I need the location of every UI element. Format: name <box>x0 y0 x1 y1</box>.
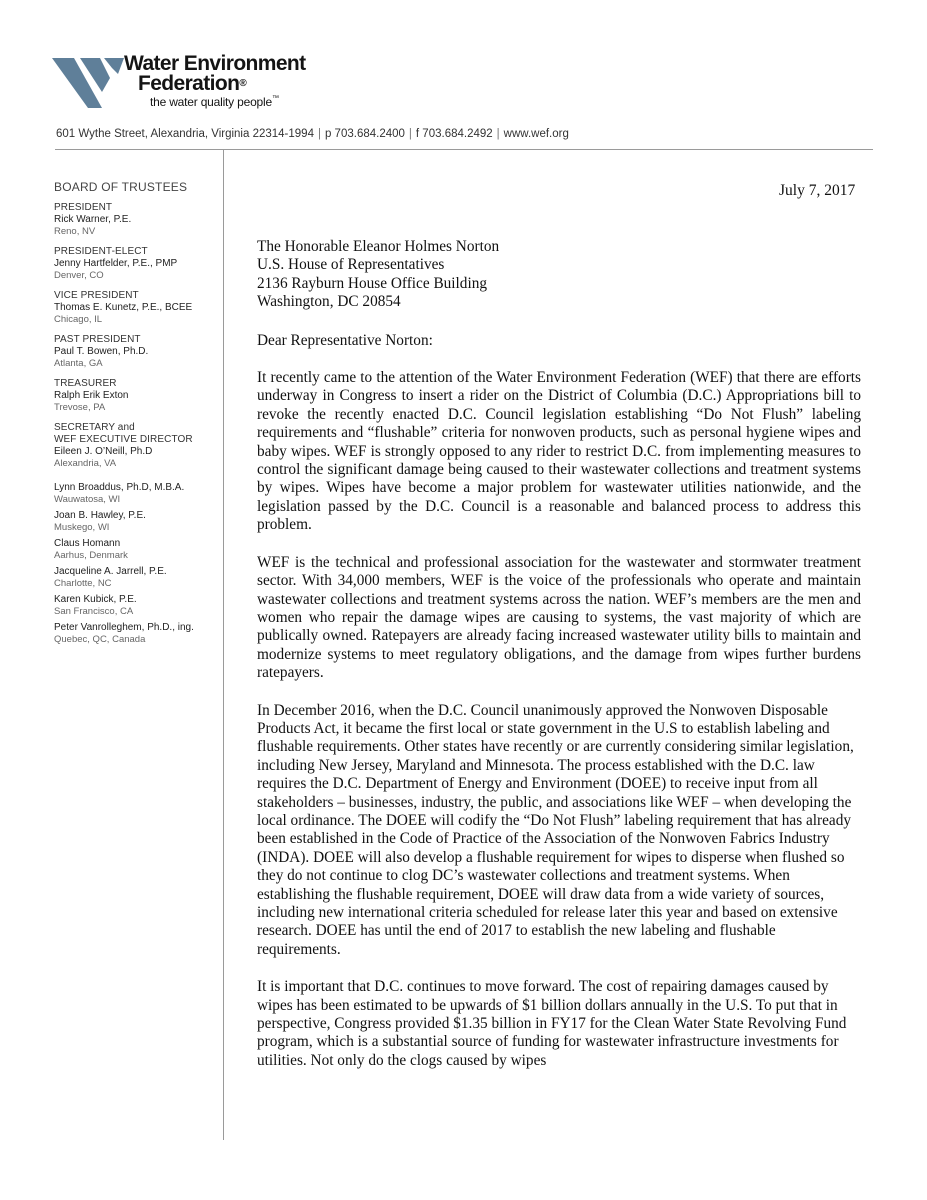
wef-logo <box>52 50 342 116</box>
trustee-member <box>54 566 219 589</box>
letter-paragraph: In December 2016, when the D.C. Council unanimously approved the Nonwoven Disposable Products Act, it became the first local or state government in the U.S to establish labeling and flushable requirements. Other states have recently or are currently considering similar legislation, including New Jersey, Maryland and Minnesota. The process established with the D.C. law requires the D.C. Department of Energy and Environment (DOEE) to receive input from all stakeholders – businesses, industry, the public, and associations like WEF – when developing the local ordinance. The DOEE will codify the “Do Not Flush” labeling requirement that has already been established in the Code of Practice of the Association of the Nonwoven Fabrics Industry (INDA). DOEE will also develop a flushable requirement for wipes to disperse when flushed so they do not continue to clog DC’s wastewater collections and treatment systems. When establishing the flushable requirement, DOEE will draw data from a wide variety of sources, including new international criteria scheduled for release later this year and based on extensive research. DOEE has until the end of 2017 to establish the new labeling and flushable requirements. <box>257 701 854 958</box>
trustee-location: Atlanta, GA <box>54 358 103 369</box>
trustee-location: Aarhus, Denmark <box>54 550 128 561</box>
logo-wordmark-federation: Federation <box>138 72 240 95</box>
trustee-name: Eileen J. O’Neill, Ph.D <box>54 446 153 457</box>
letter-paragraph: WEF is the technical and professional association for the wastewater and stormwater treatment sector. With 34,000 members, WEF is the voice of the professionals who operate and maintain wastewater collections and treatment systems across the nation. WEF’s members are the men and women who repair the damage wipes are causing to systems, the vast majority of which are publically owned. Ratepayers are already facing increased wastewater utility bills to maintain and modernize systems to meet regulatory obligations, and the damage from wipes further burdens ratepayers. <box>257 553 861 682</box>
trustee-name: Rick Warner, P.E. <box>54 214 132 225</box>
trustee-member <box>54 622 219 645</box>
trustee-location: Denver, CO <box>54 270 104 281</box>
separator: | <box>408 128 412 140</box>
letterhead-contact-line <box>56 128 569 140</box>
trustee-name: Jenny Hartfelder, P.E., PMP <box>54 258 178 269</box>
logo-tagline <box>150 95 279 109</box>
trustee-role: VICE PRESIDENT <box>54 290 139 301</box>
trustee-location: Muskego, WI <box>54 522 110 533</box>
addressee-block <box>257 238 861 312</box>
trustee-location: Alexandria, VA <box>54 458 117 469</box>
trustee-location: San Francisco, CA <box>54 606 134 617</box>
letter-paragraph: It recently came to the attention of the Water Environment Federation (WEF) that there are efforts underway in Congress to insert a rider on the District of Columbia (D.C.) Appropriations bill to revoke the recently enacted D.C. Council legislation establishing “Do Not Flush” labeling requirements and “flushable” criteria for nonwoven products, such as personal hygiene wipes and baby wipes. WEF is strongly opposed to any rider to restrict D.C. from implementing measures to control the significant damage being caused to their wastewater collections and treatment systems by wipes. Wipes have become a major problem for wastewater utilities nationwide, and the legislation passed by the D.C. Council is a reasonable and balanced process to address this problem. <box>257 369 861 534</box>
street-address: 601 Wythe Street, Alexandria, Virginia 22314-1994 <box>56 128 314 140</box>
trustee-role-secondary: WEF EXECUTIVE DIRECTOR <box>54 434 193 445</box>
trustee-name: Claus Homann <box>54 538 121 549</box>
trustee-member <box>54 482 219 505</box>
registered-mark: ® <box>239 78 247 89</box>
trustee-location: Chicago, IL <box>54 314 103 325</box>
trustee-name: Peter Vanrolleghem, Ph.D., ing. <box>54 622 194 633</box>
trustee-president-elect <box>54 246 219 281</box>
trustee-location: Quebec, QC, Canada <box>54 634 146 645</box>
trustee-role: PRESIDENT <box>54 202 113 213</box>
board-of-trustees <box>54 180 219 650</box>
separator: | <box>317 128 321 140</box>
trustee-past-president <box>54 334 219 369</box>
trustee-name: Lynn Broaddus, Ph.D, M.B.A. <box>54 482 185 493</box>
trustee-role: SECRETARY and <box>54 422 135 433</box>
salutation: Dear Representative Norton: <box>257 331 433 349</box>
trustee-treasurer <box>54 378 219 413</box>
trustee-member <box>54 538 219 561</box>
separator: | <box>496 128 500 140</box>
trustee-name: Karen Kubick, P.E. <box>54 594 137 605</box>
trustee-vice-president <box>54 290 219 325</box>
trustee-location: Trevose, PA <box>54 402 106 413</box>
letter-body <box>257 238 861 1089</box>
trustee-president <box>54 202 219 237</box>
sidebar-divider <box>223 150 224 1140</box>
phone-number: p 703.684.2400 <box>324 128 405 140</box>
board-title: BOARD OF TRUSTEES <box>54 180 188 194</box>
addressee-line: U.S. House of Representatives <box>257 256 445 274</box>
tagline-text: the water quality people <box>150 95 272 109</box>
addressee-line: The Honorable Eleanor Holmes Norton <box>257 238 500 255</box>
logo-wordmark-line2 <box>138 73 246 95</box>
trustee-location: Charlotte, NC <box>54 578 112 589</box>
trustee-member <box>54 594 219 617</box>
trustee-name: Ralph Erik Exton <box>54 390 129 401</box>
trustee-name: Thomas E. Kunetz, P.E., BCEE <box>54 302 193 313</box>
trustee-location: Reno, NV <box>54 226 96 237</box>
trustee-secretary <box>54 422 219 469</box>
header-divider <box>55 149 873 150</box>
website-link[interactable]: www.wef.org <box>503 128 569 140</box>
addressee-line: 2136 Rayburn House Office Building <box>257 274 487 292</box>
letter-paragraph: It is important that D.C. continues to move forward. The cost of repairing damages caused by wipes has been estimated to be upwards of $1 billion dollars annually in the U.S. To put that in perspective, Congress provided $1.35 billion in FY17 for the Clean Water State Revolving Fund program, which is a substantial source of funding for wastewater infrastructure investments for utilities. Not only do the clogs caused by wipes <box>257 978 847 1069</box>
logo-wordmark-line1: Water Environment <box>124 52 306 75</box>
trustee-name: Paul T. Bowen, Ph.D. <box>54 346 149 357</box>
trustee-name: Jacqueline A. Jarrell, P.E. <box>54 566 167 577</box>
trustee-location: Wauwatosa, WI <box>54 494 121 505</box>
fax-number: f 703.684.2492 <box>415 128 493 140</box>
trustee-name: Joan B. Hawley, P.E. <box>54 510 146 521</box>
trustee-role: PRESIDENT-ELECT <box>54 246 148 257</box>
trustee-member <box>54 510 219 533</box>
trustee-role: TREASURER <box>54 378 117 389</box>
trustee-role: PAST PRESIDENT <box>54 334 141 345</box>
addressee-line: Washington, DC 20854 <box>257 293 401 311</box>
letter-date: July 7, 2017 <box>779 182 856 199</box>
trademark-mark: ™ <box>271 95 279 102</box>
